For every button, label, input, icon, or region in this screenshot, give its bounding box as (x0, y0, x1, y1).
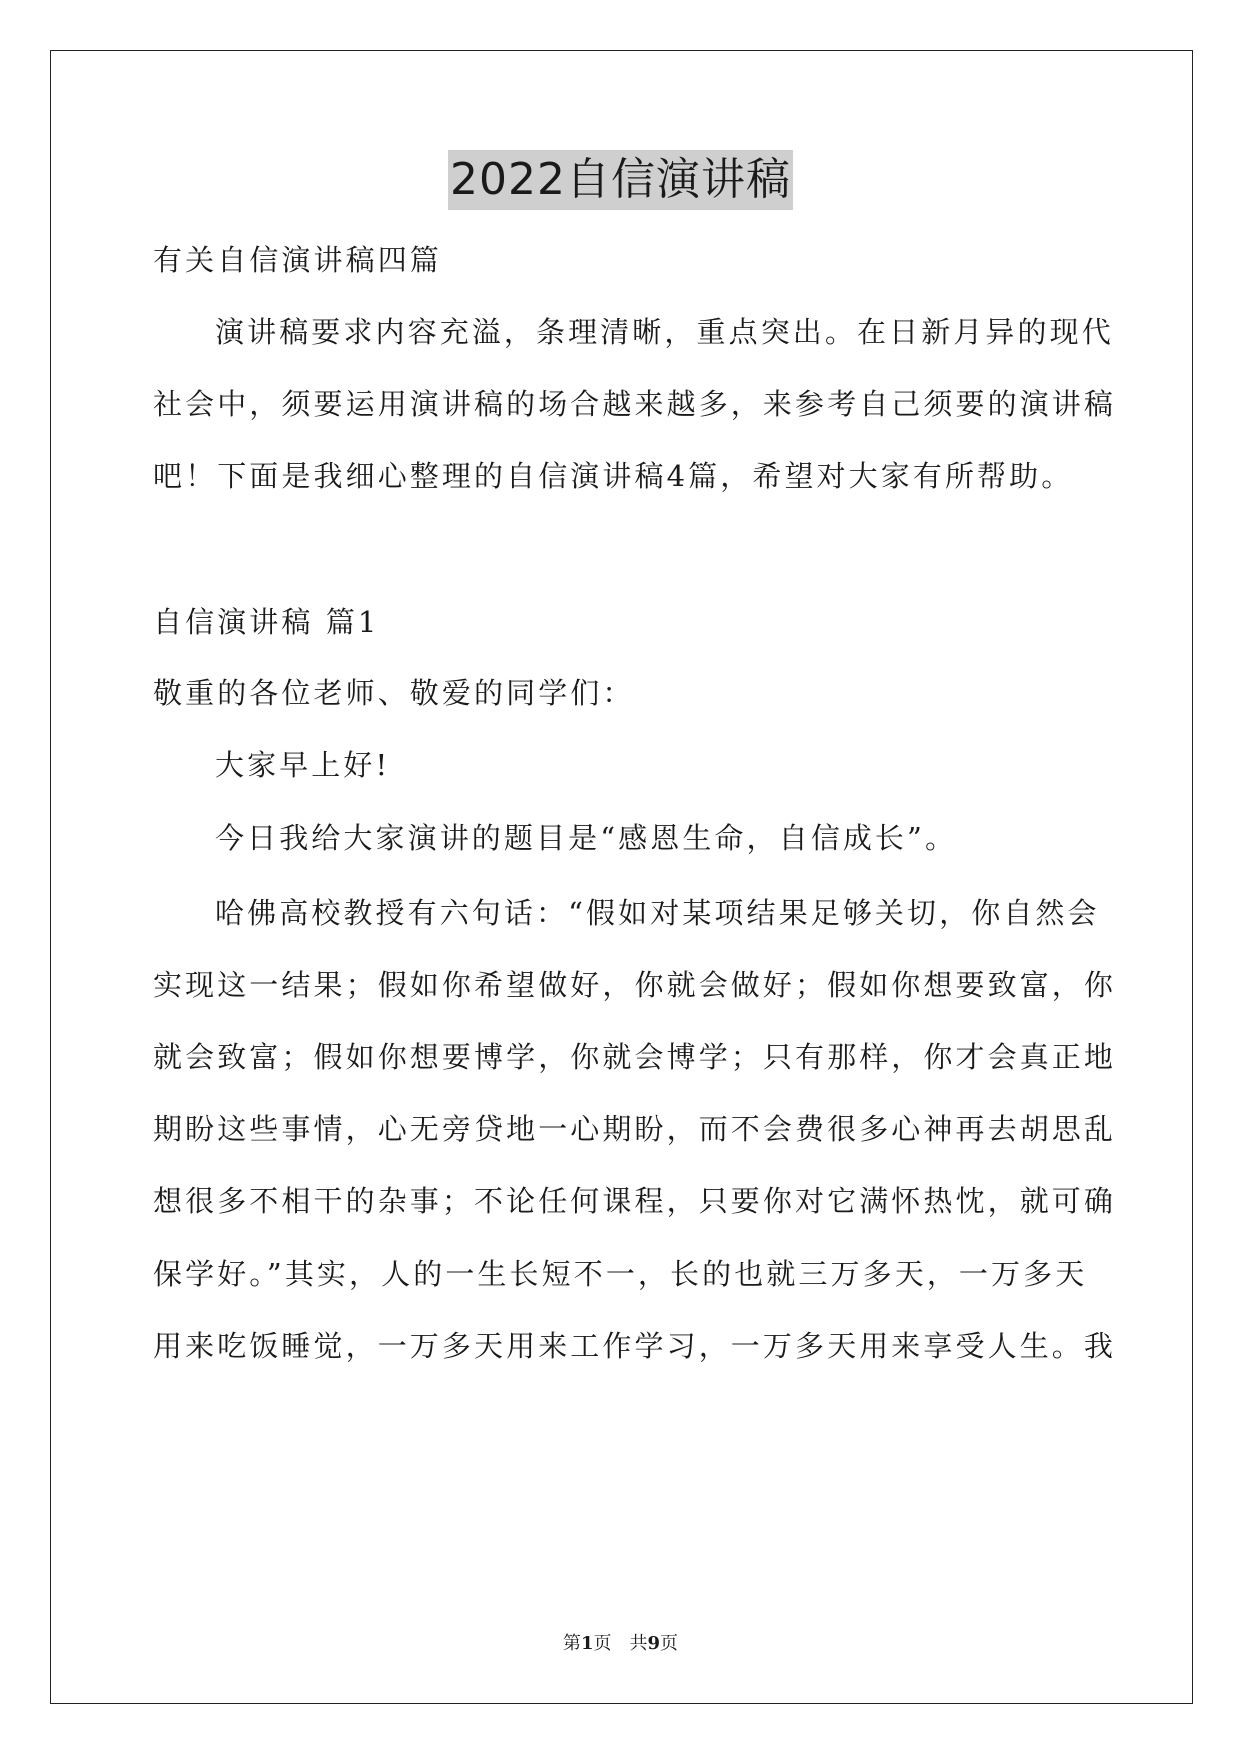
document-title: 2022自信演讲稿 (448, 150, 793, 210)
salutation: 敬重的各位老师、敬爱的同学们： (153, 676, 635, 710)
document-subtitle: 有关自信演讲稿四篇 (153, 243, 442, 277)
body-line-1: 哈佛高校教授有六句话：“假如对某项结果足够关切，你自然会 (215, 896, 1100, 930)
body-line-2: 实现这一结果；假如你希望做好，你就会做好；假如你想要致富，你 (153, 968, 1117, 1002)
title-container (0, 150, 1241, 210)
footer-total-pages: 9 (647, 1633, 661, 1654)
page-border (50, 50, 1193, 1704)
intro-line-1: 演讲稿要求内容充溢，条理清晰，重点突出。在日新月异的现代 (215, 315, 1114, 349)
body-line-6: 保学好。”其实，人的一生长短不一，长的也就三万多天，一万多天 (153, 1257, 1088, 1291)
body-line-5: 想很多不相干的杂事；不论任何课程，只要你对它满怀热忱，就可确 (153, 1184, 1117, 1218)
page-footer (0, 1632, 1241, 1656)
body-line-3: 就会致富；假如你想要博学，你就会博学；只有那样，你才会真正地 (153, 1040, 1117, 1074)
intro-line-2: 社会中，须要运用演讲稿的场合越来越多，来参考自己须要的演讲稿 (153, 387, 1117, 421)
intro-line-3: 吧！下面是我细心整理的自信演讲稿4篇，希望对大家有所帮助。 (153, 459, 1074, 493)
body-line-7: 用来吃饭睡觉，一万多天用来工作学习，一万多天用来享受人生。我 (153, 1329, 1117, 1363)
footer-prefix: 第 (562, 1633, 581, 1654)
footer-current-page: 1 (580, 1633, 594, 1654)
body-line-4: 期盼这些事情，心无旁贷地一心期盼，而不会费很多心神再去胡思乱 (153, 1112, 1117, 1146)
section-heading: 自信演讲稿 篇1 (153, 605, 380, 639)
footer-total-prefix: 共 (629, 1633, 648, 1654)
topic-line: 今日我给大家演讲的题目是“感恩生命，自信成长”。 (215, 821, 958, 855)
greeting: 大家早上好! (215, 748, 391, 782)
footer-total-suffix: 页 (660, 1633, 679, 1654)
footer-page-suffix: 页 (593, 1633, 612, 1654)
